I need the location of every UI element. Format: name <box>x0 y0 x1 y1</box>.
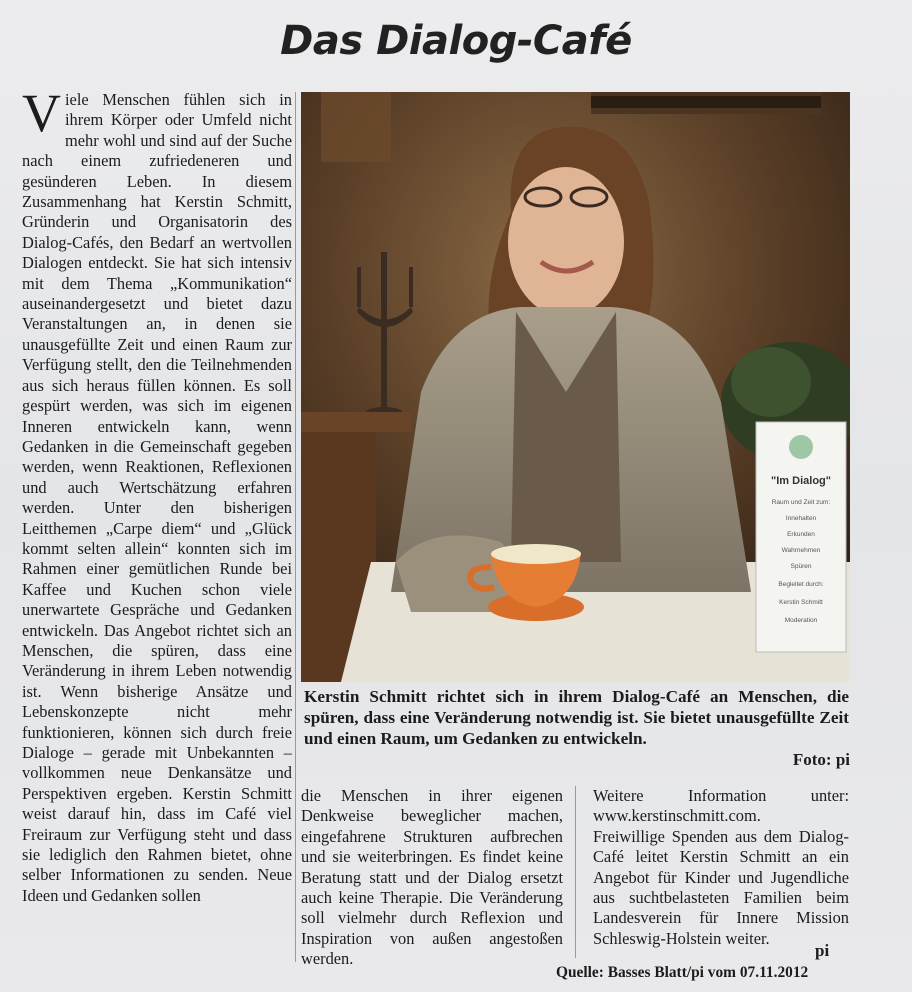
more-info-paragraph: Weitere Information unter: www.kerstinschmitt.com. <box>593 786 849 826</box>
source-line: Quelle: Basses Blatt/pi vom 07.11.2012 <box>556 964 809 981</box>
sign-line: Raum und Zeit zum: <box>771 499 831 506</box>
sign-line: Spüren <box>790 563 812 570</box>
column-2-text: die Menschen in ihrer eigenen Denkweise beweglicher machen, eingefahrene Strukturen aufbrechen und sie weiterbringen. Es findet keine Beratung statt und der Dialog ersetzt auch keine Therapie. Die Veränderung soll vielmehr durch Reflexion und Inspiration von außen angestoßen werden. <box>301 786 563 969</box>
article-photo <box>301 92 850 682</box>
article-column-2 <box>301 786 563 970</box>
article-column-1 <box>22 83 292 906</box>
sign-line: Kerstin Schmitt <box>779 599 823 606</box>
column-divider <box>575 786 576 958</box>
sign-line: Erkunden <box>787 531 815 538</box>
photo-caption: Kerstin Schmitt richtet sich in ihrem Dialog-Café an Menschen, die spüren, dass eine Veränderung notwendig ist. Sie bietet unausgefüllte Zeit und einen Raum, um Gedanken zu entwickeln. <box>304 687 849 748</box>
column-divider <box>295 92 296 962</box>
author-signoff: pi <box>815 941 830 960</box>
column-1-text: iele Menschen fühlen sich in ihrem Körper oder Umfeld nicht mehr wohl und sind auf der Suche nach einem zufriedeneren und gesünderen Leben. In diesem Zusammenhang hat Kerstin Schmitt, Gründerin und Organisatorin des Dialog-Cafés, den Bedarf an wertvollen Dialogen entdeckt. Sie hat sich intensiv mit dem Thema „Kommunikation“ auseinandergesetzt und bietet dazu Veranstaltungen an, in denen sie unausgefüllte Zeit und einen Raum zur Verfügung stellt, den die Teilnehmenden aus sich heraus füllen können. Es soll gespürt werden, was sich im eigenen Inneren entwickeln kann, wenn Gedanken in die Gemeinschaft gegeben werden, wenn Reaktionen, Reflexionen und auch Wertschätzung erfahren werden. Unter den bisherigen Leitthemen „Carpe diem“ und „Glück kommt selten allein“ konnten sich im Rahmen einer gemütlichen Runde bei Kaffee und Kuchen schon viele unerwartete Gespräche und Gedanken entwickeln. Das Angebot richtet sich an Menschen, die spüren, dass eine Veränderung in ihrem Leben notwendig ist. Wenn bisherige Ansätze und Lebenskonzepte nicht mehr funktionieren, können sich durch freie Dialoge – gerade mit Unbekannten – vollkommen neue Denkansätze und Perspektiven ergeben. Kerstin Schmitt weist darauf hin, dass im Café viel Freiraum zur Verfügung steht und dass sie lediglich den Rahmen bietet, ohne selber Informationen zu senden. Neue Ideen und Gedanken sollen <box>22 90 292 905</box>
donation-paragraph: Freiwillige Spenden aus dem Dialog-Café leitet Kerstin Schmitt an ein Angebot für Kinder und Jugendliche aus suchtbelasteten Familien beim Landesverein für Innere Mission Schleswig-Holstein weiter. <box>593 826 849 948</box>
sign-line: Wahrnehmen <box>781 547 821 554</box>
sign-line: Innehalten <box>785 515 817 522</box>
portrait-illustration <box>301 92 850 682</box>
sign-line: Moderation <box>784 617 818 624</box>
photo-credit: Foto: pi <box>792 750 850 769</box>
sign-line: Begleitet durch: <box>778 581 824 588</box>
sign-title: "Im Dialog" <box>771 475 831 487</box>
article-column-3 <box>593 786 849 949</box>
drop-cap: V <box>22 83 61 143</box>
headline: Das Dialog-Café <box>280 18 632 64</box>
